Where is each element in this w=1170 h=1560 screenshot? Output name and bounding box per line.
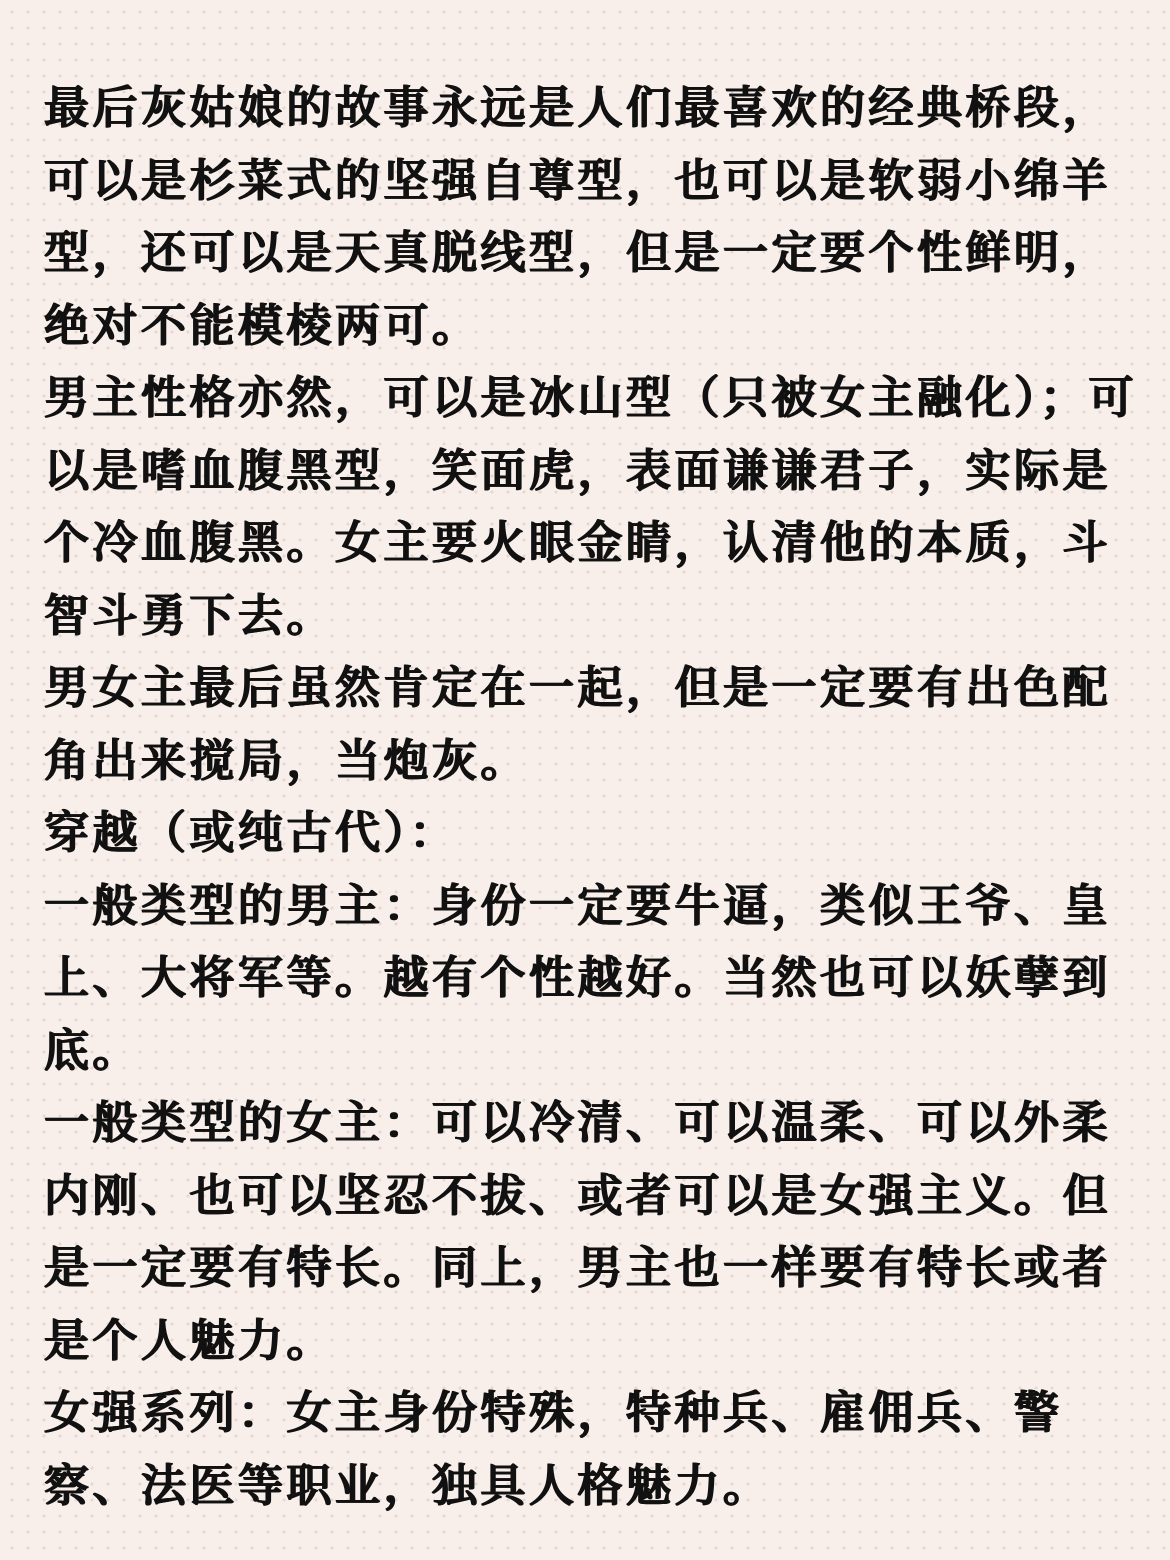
paragraph-supporting-roles: 男女主最后虽然肯定在一起，但是一定要有出色配角出来搅局，当炮灰。 <box>44 661 1112 787</box>
paragraph-general-female-lead: 一般类型的女主：可以冷清、可以温柔、可以外柔内刚、也可以坚忍不拔、或者可以是女强主义。但是一定要有特长。同上，男主也一样要有特长或者是个人魅力。 <box>44 1096 1112 1367</box>
paragraph-general-male-lead: 一般类型的男主：身份一定要牛逼，类似王爷、皇上、大将军等。越有个性越好。当然也可以妖孽到底。 <box>44 878 1112 1077</box>
paragraph-strong-female-series: 女强系列：女主身份特殊，特种兵、雇佣兵、警察、法医等职业，独具人格魅力。 <box>44 1386 1063 1512</box>
paragraph-time-travel-heading: 穿越（或纯古代）： <box>44 806 459 859</box>
paragraph-cinderella: 最后灰姑娘的故事永远是人们最喜欢的经典桥段，可以是杉菜式的坚强自尊型，也可以是软弱小绵羊型，还可以是天真脱线型，但是一定要个性鲜明，绝对不能模棱两可。 <box>44 81 1112 352</box>
article-body <box>44 72 1140 1522</box>
paragraph-male-lead: 男主性格亦然，可以是冰山型（只被女主融化）；可以是嗜血腹黑型，笑面虎，表面谦谦君子，实际是个冷血腹黑。女主要火眼金睛，认清他的本质，斗智斗勇下去。 <box>44 371 1138 642</box>
